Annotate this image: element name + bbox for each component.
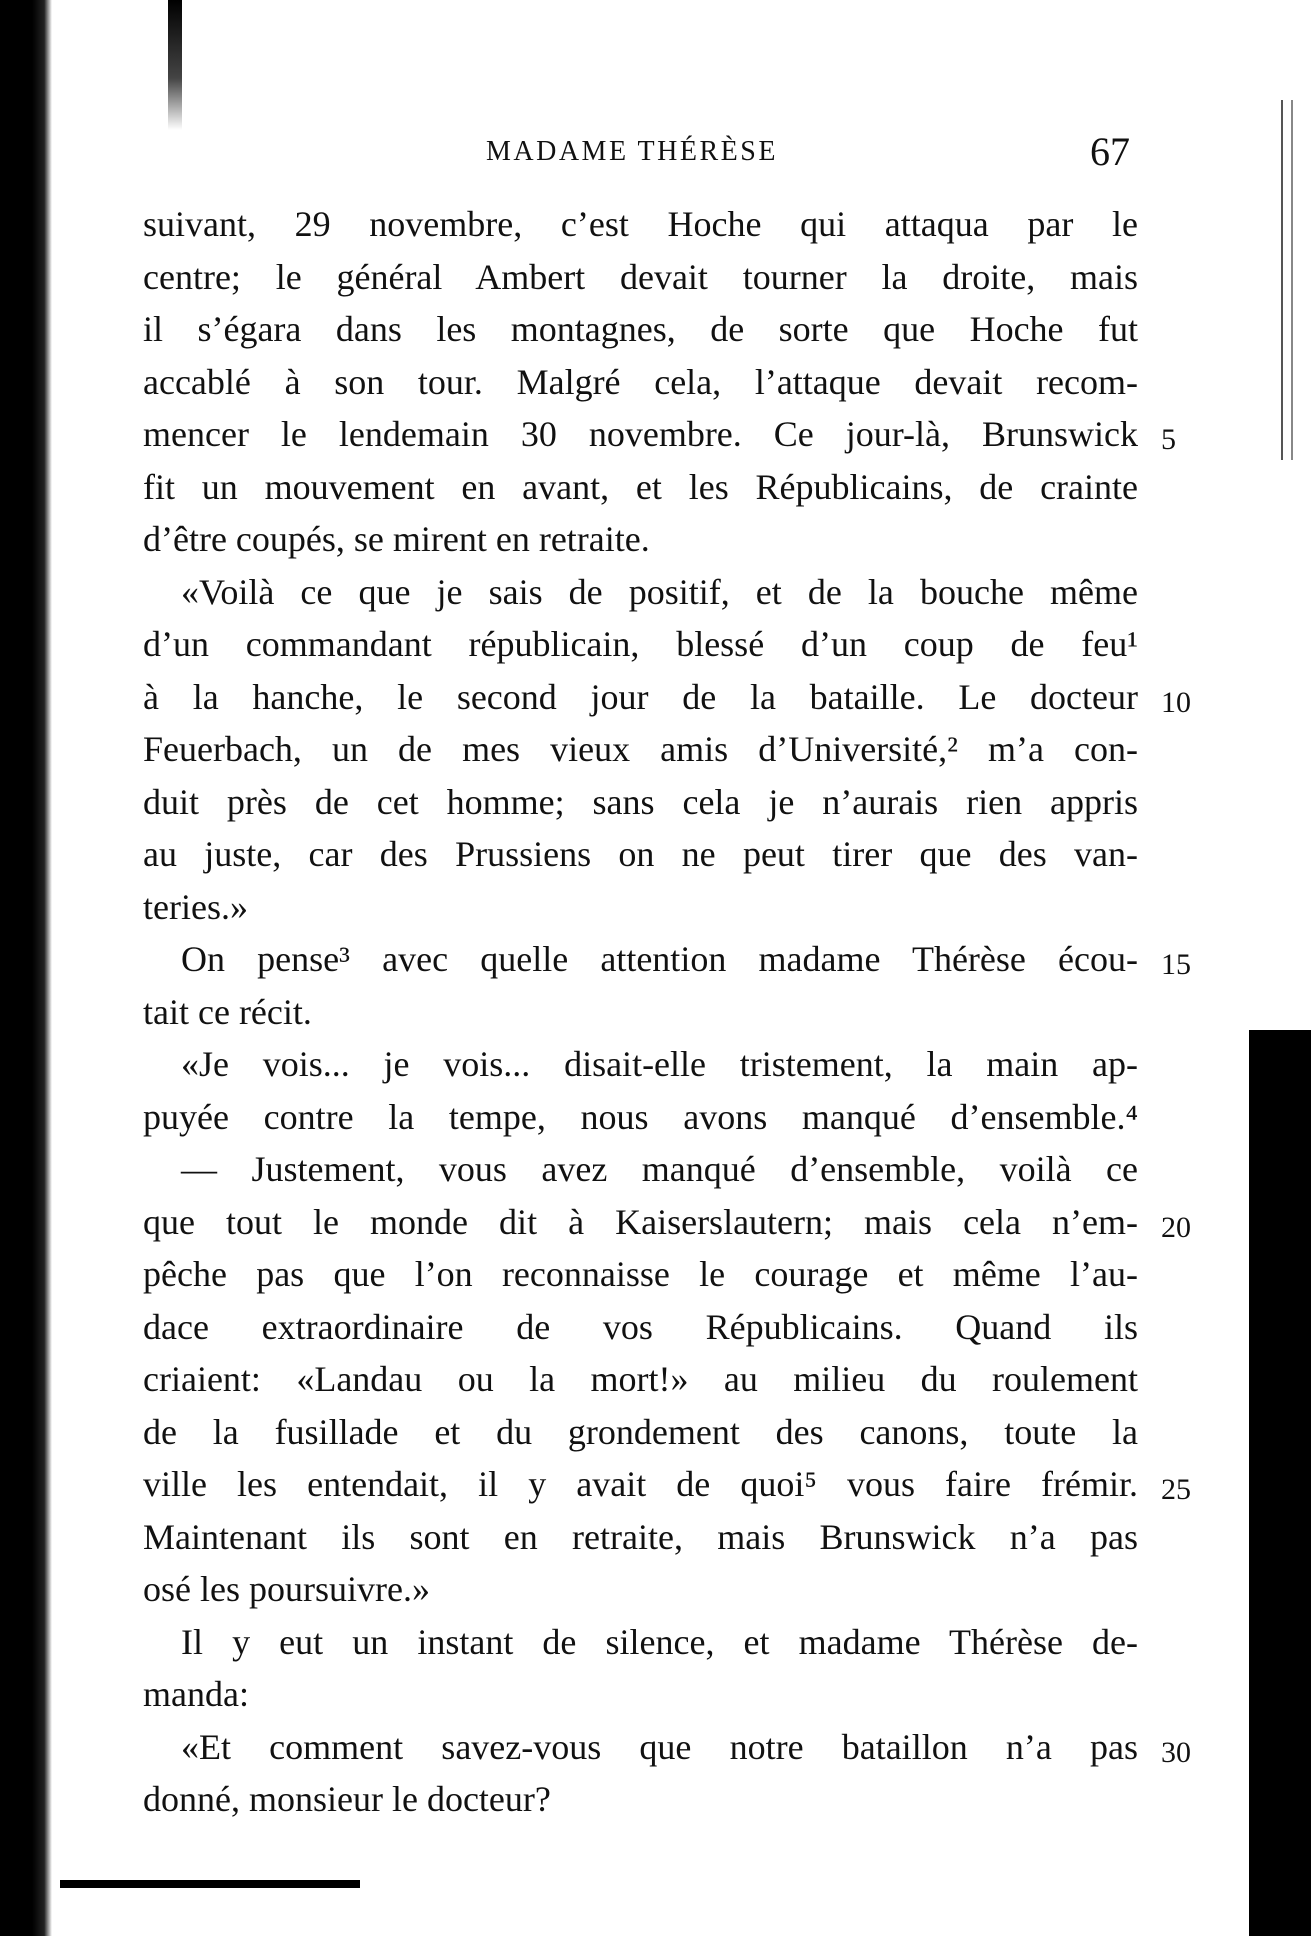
scan-bottom-edge (60, 1880, 360, 1888)
text-line (143, 986, 1138, 1039)
line-number: 15 (1161, 948, 1191, 981)
text-line (143, 1143, 1138, 1196)
text-line (143, 251, 1138, 304)
text-line (143, 1458, 1191, 1511)
scan-right-edge-bar (1249, 1030, 1311, 1936)
text-line (143, 776, 1138, 829)
text-line (143, 828, 1138, 881)
scan-edge-mark (168, 0, 182, 130)
line-text: mencer le lendemain 30 novembre. Ce jour-là, Brunswick (143, 414, 1138, 454)
line-text: fit un mouvement en avant, et les Républicains, de crainte (143, 466, 1138, 507)
line-text: Maintenant ils sont en retraite, mais Brunswick n’a pas (143, 1516, 1138, 1557)
line-text: puyée contre la tempe, nous avons manqué d’ensemble.⁴ (143, 1096, 1138, 1137)
line-text: ville les entendait, il y avait de quoi⁵ vous faire frémir. (143, 1464, 1138, 1504)
line-text: pêche pas que l’on reconnaisse le courage et même l’au- (143, 1254, 1138, 1294)
text-line (143, 461, 1138, 514)
text-line (143, 1511, 1138, 1564)
line-text: à la hanche, le second jour de la bataille. Le docteur (143, 676, 1138, 717)
line-number: 5 (1161, 423, 1176, 456)
line-text: il s’égara dans les montagnes, de sorte que Hoche fut (143, 309, 1138, 349)
text-line (143, 1668, 1138, 1721)
line-text: duit près de cet homme; sans cela je n’aurais rien appris (143, 781, 1138, 822)
text-line (143, 881, 1138, 934)
text-line (143, 303, 1138, 356)
text-line (143, 356, 1138, 409)
text-line (143, 1248, 1138, 1301)
line-text: criaient: «Landau ou la mort!» au milieu du roulement (143, 1359, 1138, 1399)
line-text: «Et comment savez-vous que notre bataillon n’a pas (181, 1726, 1138, 1767)
text-line (143, 1406, 1138, 1459)
line-text: au juste, car des Prussiens on ne peut tirer que des van- (143, 834, 1138, 874)
line-text: d’être coupés, se mirent en retraite. (143, 519, 650, 559)
line-text: osé les poursuivre.» (143, 1569, 430, 1609)
text-line (143, 408, 1176, 461)
line-text: — Justement, vous avez manqué d’ensemble, voilà ce (181, 1149, 1138, 1189)
running-head (0, 129, 1311, 174)
line-number: 30 (1161, 1735, 1191, 1769)
text-line (143, 618, 1138, 671)
line-number: 10 (1161, 685, 1191, 719)
line-text: que tout le monde dit à Kaiserslautern; mais cela n’em- (143, 1201, 1138, 1242)
text-line (143, 933, 1191, 986)
line-text: suivant, 29 novembre, c’est Hoche qui attaqua par le (143, 204, 1138, 244)
text-line (143, 671, 1191, 724)
text-line (143, 198, 1138, 251)
text-line (143, 1616, 1138, 1669)
text-line (143, 1563, 1138, 1616)
text-line (143, 1301, 1138, 1354)
running-title: MADAME THÉRÈSE (486, 136, 778, 167)
text-line (143, 1353, 1138, 1406)
text-line (143, 1038, 1138, 1091)
line-text: dace extraordinaire de vos Républicains. Quand ils (143, 1306, 1138, 1347)
line-text: Feuerbach, un de mes vieux amis d’Université,² m’a con- (143, 729, 1138, 769)
line-text: accablé à son tour. Malgré cela, l’attaque devait recom- (143, 361, 1138, 402)
text-line (143, 723, 1138, 776)
line-text: «Je vois... je vois... disait-elle tristement, la main ap- (181, 1044, 1138, 1084)
line-text: d’un commandant républicain, blessé d’un coup de feu¹ (143, 624, 1138, 664)
line-text: centre; le général Ambert devait tourner la droite, mais (143, 256, 1138, 297)
line-text: manda: (143, 1674, 249, 1714)
line-text: de la fusillade et du grondement des canons, toute la (143, 1411, 1138, 1452)
text-block (143, 198, 1191, 1826)
text-line (143, 1773, 1138, 1826)
line-text: teries.» (143, 886, 248, 927)
line-text: donné, monsieur le docteur? (143, 1779, 551, 1819)
text-line (143, 1091, 1138, 1144)
text-line (143, 566, 1138, 619)
line-number: 25 (1161, 1473, 1191, 1506)
line-text: Il y eut un instant de silence, et madame Thérèse de- (181, 1621, 1138, 1662)
line-text: On pense³ avec quelle attention madame Thérèse écou- (181, 939, 1138, 979)
text-line (143, 1196, 1191, 1249)
binding-gutter-shadow (0, 0, 52, 1936)
line-number: 20 (1161, 1210, 1191, 1244)
text-line (143, 1721, 1191, 1774)
page-number: 67 (1090, 129, 1130, 174)
line-text: «Voilà ce que je sais de positif, et de la bouche même (181, 571, 1138, 612)
line-text: tait ce récit. (143, 991, 312, 1032)
text-line (143, 513, 1138, 566)
